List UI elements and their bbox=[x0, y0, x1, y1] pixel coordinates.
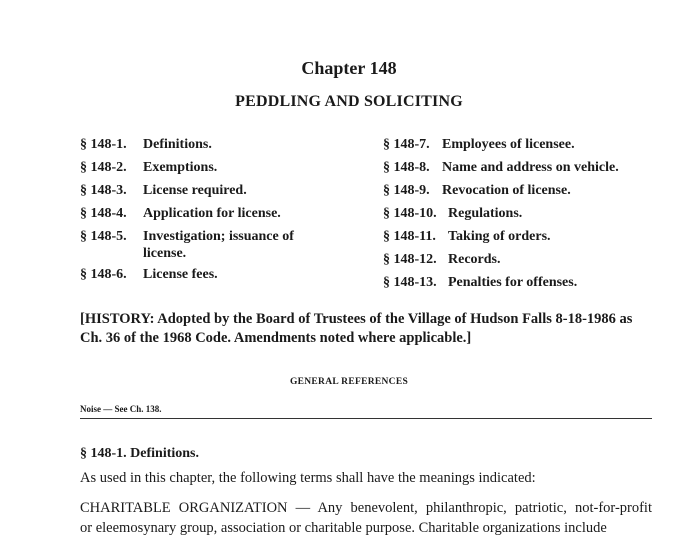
section-label: Definitions. bbox=[143, 137, 212, 152]
section-number: § 148-8. bbox=[383, 160, 430, 175]
section-number: § 148-11. bbox=[383, 229, 436, 244]
toc-item[interactable] bbox=[383, 275, 663, 291]
toc-item[interactable] bbox=[383, 206, 663, 222]
toc-item[interactable] bbox=[80, 206, 340, 222]
divider bbox=[80, 418, 652, 419]
section-heading: § 148-1. Definitions. bbox=[80, 446, 199, 461]
intro-paragraph: As used in this chapter, the following terms shall have the meanings indicated: bbox=[80, 470, 536, 486]
section-label: Exemptions. bbox=[143, 160, 218, 175]
toc-item[interactable] bbox=[80, 183, 340, 199]
section-label: Investigation; issuance of bbox=[143, 229, 294, 244]
section-number: § 148-13. bbox=[383, 275, 437, 290]
definition-line: or eleemosynary group, association or charitable purpose. Charitable organizations include bbox=[80, 520, 607, 536]
section-number: § 148-10. bbox=[383, 206, 437, 221]
section-number: § 148-12. bbox=[383, 252, 437, 267]
section-label-continued: license. bbox=[143, 246, 187, 261]
history-note: [HISTORY: Adopted by the Board of Trustees of the Village of Hudson Falls 8-18-1986 as Ch. 36 of the 1968 Code. Amendments noted where applicable.] bbox=[80, 311, 633, 346]
chapter-title: PEDDLING AND SOLICITING bbox=[235, 93, 463, 110]
section-label: Penalties for offenses. bbox=[448, 275, 578, 290]
definition-line: CHARITABLE ORGANIZATION — Any benevolent, philanthropic, patriotic, not-for-profit bbox=[80, 500, 652, 516]
toc-item[interactable] bbox=[383, 137, 663, 153]
toc-item[interactable] bbox=[383, 160, 663, 176]
section-label: Application for license. bbox=[143, 206, 281, 221]
noise-reference[interactable]: Noise — See Ch. 138. bbox=[80, 404, 162, 414]
toc-item[interactable] bbox=[80, 160, 340, 176]
section-number: § 148-5. bbox=[80, 229, 127, 244]
section-number: § 148-4. bbox=[80, 206, 127, 221]
section-label: Regulations. bbox=[448, 206, 523, 221]
section-number: § 148-7. bbox=[383, 137, 430, 152]
toc-item[interactable] bbox=[383, 183, 663, 199]
section-label: License fees. bbox=[143, 267, 218, 282]
section-label: Records. bbox=[448, 252, 501, 267]
toc-item[interactable] bbox=[383, 229, 663, 245]
section-label: License required. bbox=[143, 183, 247, 198]
chapter-number: Chapter 148 bbox=[301, 58, 397, 78]
section-label: Employees of licensee. bbox=[442, 137, 575, 152]
toc-item[interactable] bbox=[80, 137, 340, 153]
toc-item[interactable] bbox=[80, 267, 340, 283]
general-references-heading: GENERAL REFERENCES bbox=[289, 377, 409, 387]
section-label: Revocation of license. bbox=[442, 183, 571, 198]
section-label: Taking of orders. bbox=[448, 229, 551, 244]
section-number: § 148-2. bbox=[80, 160, 127, 175]
section-label: Name and address on vehicle. bbox=[442, 160, 619, 175]
section-number: § 148-6. bbox=[80, 267, 127, 282]
toc-item[interactable] bbox=[383, 252, 663, 268]
section-number: § 148-1. bbox=[80, 137, 127, 152]
section-number: § 148-3. bbox=[80, 183, 127, 198]
toc-item[interactable] bbox=[80, 229, 340, 263]
section-number: § 148-9. bbox=[383, 183, 430, 198]
